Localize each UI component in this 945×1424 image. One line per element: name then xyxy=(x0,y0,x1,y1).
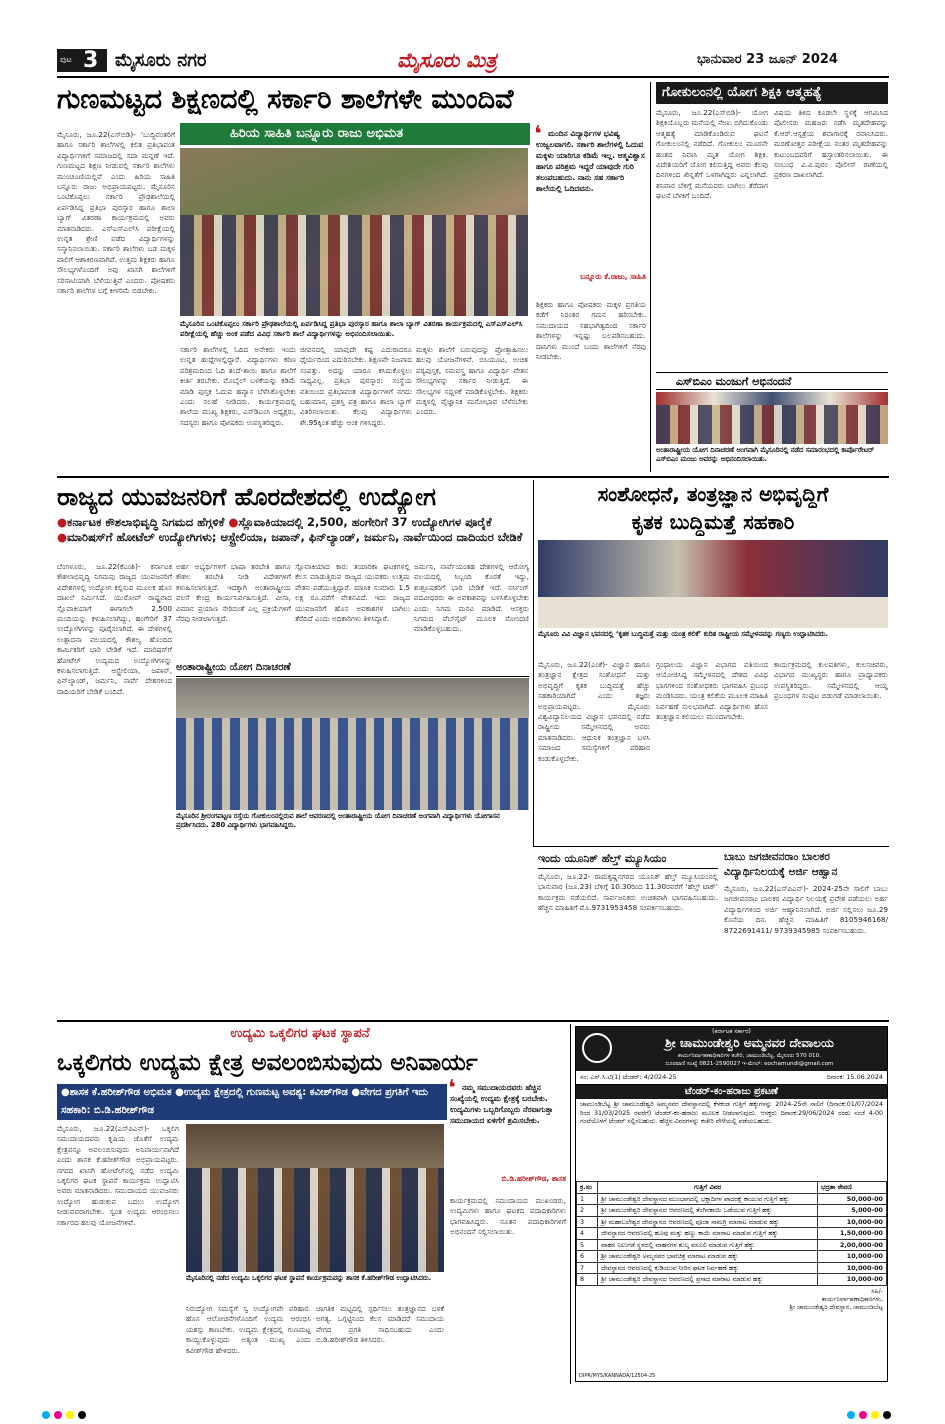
table-row xyxy=(577,1216,887,1228)
bullet-dot-icon: ● xyxy=(61,1087,70,1098)
students-group xyxy=(180,215,528,316)
story4-bullet3: ಮಾರಿಷಸ್‌ಗೆ ಹೋಟೆಲ್ ಉದ್ಯೋಗಿಗಳು; ಆಸ್ಟ್ರೇಲಿಯಾ, ಜಪಾನ್, ಫಿನ್‌ಲ್ಯಾಂಡ್, ಜರ್ಮನಿ, ನಾರ್ವೆಯಿಂದ ದಾದಿಯರ ಬೇಡಿಕೆ xyxy=(67,530,523,544)
section-rule-1 xyxy=(57,476,889,478)
story8-caption: ಮೈಸೂರಿನಲ್ಲಿ ನಡೆದ ಉದ್ಯಮಿ ಒಕ್ಕಲಿಗರ ಘಟಕ ಸ್ಥಾಪನೆ ಕಾರ್ಯಕ್ರಮವನ್ನು ಶಾಸಕ ಕೆ.ಹರೀಶ್‌ಗೌಡ ಉದ್ಘಾಟಿಸಿದರು. xyxy=(186,1274,432,1282)
page-number: 3 xyxy=(83,48,99,73)
row-emd: 10,000-00 xyxy=(818,1274,887,1286)
sign-2: ಕಾರ್ಯನಿರ್ವಾಹಣಾಧಿಕಾರಿಗಳು, xyxy=(821,1295,883,1303)
story4-bullets xyxy=(57,515,532,545)
masthead-rule xyxy=(57,76,889,78)
registration-marks-left xyxy=(40,1404,88,1423)
tender-ref: ಸಂ: ಎಸ್.ಸಿ.ಟಿ(1) ಟೆಂಡರ್: 4/2024-25 xyxy=(580,1073,677,1081)
table-row xyxy=(577,1228,887,1240)
magenta-dot xyxy=(54,1411,62,1419)
story1-col2: ಸರ್ಕಾರಿ ಶಾಲೆಗಳಲ್ಲಿ ಓದಿದ ಅನೇಕರು ಇಂದು ಉನ್ನತ ಹುದ್ದೆಗಳಲ್ಲಿದ್ದಾರೆ. ವಿದ್ಯಾರ್ಥಿಗಳು ಕಠಿಣ ಪರಿಶ್ರಮದಿಂದ ಓದಿ ತಂದೆ-ತಾಯಿ ಹಾಗೂ ಶಾಲೆಗೆ ಕೀರ್ತಿ ತರಬೇಕು. ಮೊಬೈಲ್ ಬಳಕೆಯನ್ನು ಕಡಿಮೆ ಮಾಡಿ ಪುಸ್ತಕ ಓದುವ ಹವ್ಯಾಸ ಬೆಳೆಸಿಕೊಳ್ಳಬೇಕು ಎಂದು ಸಲಹೆ ನೀಡಿದರು. ಕಾರ್ಯಕ್ರಮದಲ್ಲಿ ಶಾಲೆಯ ಮುಖ್ಯ ಶಿಕ್ಷಕರು, ಎಸ್‌ಡಿಎಂಸಿ ಅಧ್ಯಕ್ಷರು, ಸದಸ್ಯರು ಹಾಗೂ ಪೋಷಕರು ಉಪಸ್ಥಿತರಿದ್ದರು. xyxy=(180,345,296,427)
row-emd: 2,00,000-00 xyxy=(818,1239,887,1251)
story8-photo xyxy=(186,1124,444,1272)
story2-col2: ವಿಷಯ ತಿಳಿದ ಕೂಡಲೇ ಸ್ಥಳಕ್ಕೆ ಆಗಮಿಸಿದ ಪೊಲೀಸರು ಮಹಜರು ನಡೆಸಿ ಮೃತದೇಹವನ್ನು ಕೆ.ಆರ್.ಆಸ್ಪತ್ರೆಯ ಶವಾಗಾರಕ್ಕೆ ರವಾನಿಸಿದರು. ಮರಣೋತ್ತರ ಪರೀಕ್ಷೆಯ ನಂತರ ಮೃತದೇಹವನ್ನು ಕುಟುಂಬದವರಿಗೆ ಹಸ್ತಾಂತರಿಸಲಾಯಿತು. ಈ ಸಂಬಂಧ ವಿ.ವಿ.ಪುರಂ ಪೊಲೀಸ್ ಠಾಣೆಯಲ್ಲಿ ಪ್ರಕರಣ ದಾಖಲಾಗಿದೆ. xyxy=(774,108,888,180)
story7-headline-1: ಬಾಬು ಜಗಜೀವನರಾಂ ಬಾಲಕರ xyxy=(724,851,830,863)
tender-ref-row xyxy=(576,1071,887,1085)
dignitaries-group xyxy=(186,1168,444,1272)
story1-caption: ಮೈಸೂರಿನ ಒಂಟಿಕೊಪ್ಪಲು ಸರ್ಕಾರಿ ಪ್ರೌಢಶಾಲೆಯಲ್ಲಿ ಏರ್ಪಡಿಸಿದ್ದ ಪ್ರತಿಭಾ ಪುರಸ್ಕಾರ ಹಾಗೂ ಶಾಲಾ ಬ್ಯಾಗ್ ವಿತರಣಾ ಕಾರ್ಯಕ್ರಮದಲ್ಲಿ ಎಸ್‌ಎಸ್‌ಎಲ್‌ಸಿ ಪರೀಕ್ಷೆಯಲ್ಲಿ ಹೆಚ್ಚು ಅಂಕ ಪಡೆದ ವಿವಿಧ ಸರ್ಕಾರಿ ಶಾಲೆ ವಿದ್ಯಾರ್ಥಿಗಳನ್ನು ಅಭಿನಂದಿಸಲಾಯಿತು. xyxy=(180,319,523,338)
story8-pullquote-box xyxy=(448,1076,566,1192)
stage-table xyxy=(538,597,888,628)
row-sl: 4 xyxy=(577,1228,598,1240)
yoga-label: ಅಂತಾರಾಷ್ಟ್ರೀಯ ಯೋಗ ದಿನಾಚರಣೆ xyxy=(176,660,529,677)
story1-col3: ಜೀವನದಲ್ಲಿ ಯಾವುದೇ ಕಷ್ಟ ಎದುರಾದರೂ ಧೈರ್ಯದಿಂದ ಎದುರಿಸಬೇಕು. ಶಿಕ್ಷಣವೇ ನಿಜವಾದ ಸಂಪತ್ತು. ಅದನ್ನು ಯಾರೂ ಕಸಿದುಕೊಳ್ಳಲು ಸಾಧ್ಯವಿಲ್ಲ. ಪ್ರತಿಭಾ ಪುರಸ್ಕಾರ: ಸಂಸ್ಥೆಯ ವತಿಯಿಂದ ಪ್ರತಿಭಾವಂತ ವಿದ್ಯಾರ್ಥಿಗಳಿಗೆ ನಗದು ಬಹುಮಾನ, ಪ್ರಶಸ್ತಿ ಪತ್ರ ಹಾಗೂ ಶಾಲಾ ಬ್ಯಾಗ್ ವಿತರಿಸಲಾಯಿತು. ಕೆಲವು ವಿದ್ಯಾರ್ಥಿಗಳು ಶೇ.95ಕ್ಕಿಂತ ಹೆಚ್ಚು ಅಂಕ ಗಳಿಸಿದ್ದರು. xyxy=(300,345,412,427)
bullet-dot-icon: ● xyxy=(351,1087,361,1098)
cyan-dot xyxy=(42,1411,50,1419)
row-desc: ಶ್ರೀ ಚಾಮುಂಡೇಶ್ವರಿ ದೇವಸ್ಥಾನದ ಆವರಣದಲ್ಲಿ ತೆಂಗಿನಕಾಯಿ ಒಡೆಯುವ ಗುತ್ತಿಗೆ ಹಕ್ಕು xyxy=(598,1205,818,1217)
story8-headline: ಒಕ್ಕಲಿಗರು ಉದ್ಯಮ ಕ್ಷೇತ್ರ ಅವಲಂಬಿಸುವುದು ಅನಿವಾರ್ಯ xyxy=(57,1050,478,1076)
tender-dipr: DIPR/MYS/KANNADA/12504-25 xyxy=(579,1373,656,1379)
story4-col2: ಅರ್ಹ ಅಭ್ಯರ್ಥಿಗಳಿಗೆ ಭಾಷಾ ತರಬೇತಿ ಹಾಗೂ ಕೌಶಲ ತರಬೇತಿ ನೀಡಿ ವಿದೇಶಗಳಿಗೆ ಕಳುಹಿಸಲಾಗುತ್ತಿದೆ. ಇದಕ್ಕಾಗಿ ಅಂತಾರಾಷ್ಟ್ರೀಯ ವಲಸೆ ಕೇಂದ್ರ ಕಾರ್ಯನಿರ್ವಹಿಸುತ್ತಿದೆ. ವೀಸಾ, ವಿಮಾನ ಪ್ರಯಾಣ ಸೇರಿದಂತೆ ಎಲ್ಲ ಪ್ರಕ್ರಿಯೆಗಳಿಗೆ ನೆರವು ನೀಡಲಾಗುತ್ತದೆ. xyxy=(176,562,291,624)
tender-phone: ದೂರವಾಣಿ ಸಂಖ್ಯೆ 0821-2590027 ಇ-ಮೇಲ್: eochamundi@gmail.com xyxy=(665,1061,834,1067)
row-sl: 2 xyxy=(577,1205,598,1217)
story1-strap: ಹಿರಿಯ ಸಾಹಿತಿ ಬನ್ನೂರು ರಾಜು ಅಭಿಮತ xyxy=(180,123,530,145)
black-dot xyxy=(78,1411,86,1419)
story3-headline: ಎಸ್‌ಬಿಎಂ ಮಂಜುಗೆ ಅಭಿನಂದನೆ xyxy=(656,372,888,390)
story5-photo xyxy=(538,540,888,628)
tender-temple: ಶ್ರೀ ಚಾಮುಂಡೇಶ್ವರಿ ಅಮ್ಮನವರ ದೇವಾಲಯ xyxy=(665,1036,834,1050)
row-emd: 1,50,000-00 xyxy=(818,1228,887,1240)
story8-bullet3: ವೇಗದ ಪ್ರಗತಿಗೆ ಇದು ಸಹಕಾರಿ: ಬಿ.ಡಿ.ಹರೀಶ್‌ಗೌಡ xyxy=(61,1087,429,1116)
section-rule-2 xyxy=(533,846,889,847)
bullet-dot-icon: ● xyxy=(57,530,68,544)
story8-kicker: ಉದ್ಯಮಿ ಒಕ್ಕಲಿಗರ ಘಟಕ ಸ್ಥಾಪನೆ xyxy=(230,1026,370,1041)
bullet-dot-icon: ● xyxy=(57,515,68,529)
row-desc: ದೇವಸ್ಥಾನದ ಆವರಣದಲ್ಲಿ ಹೂವು ಮತ್ತು ಹಣ್ಣು ಕಾಯಿ ಮಾರಾಟ ಮಾಡುವ ಗುತ್ತಿಗೆ ಹಕ್ಕು xyxy=(598,1228,818,1240)
story6-body: ಮೈಸೂರು, ಜೂ.22- ರಾಮಕೃಷ್ಣನಗರದ ಯೂನಿಕ್ ಹೆಲ್ತ್ ಮ್ಯೂಸಿಯಂನಲ್ಲಿ ಭಾನುವಾರ (ಜೂ.23) ಬೆಳಿಗ್ಗೆ 10.30ರಿಂದ 11.30ರವರೆಗೆ ‘ಹೆಲ್ತ್ ಟಾಕ್’ ಕಾರ್ಯಕ್ರಮ ನಡೆಯಲಿದೆ. ಸಾರ್ವಜನಿಕರು ಉಚಿತವಾಗಿ ಭಾಗವಹಿಸಬಹುದು. ಹೆಚ್ಚಿನ ಮಾಹಿತಿಗೆ ಮೊ.9731953458 ಸಂಪರ್ಕಿಸಬಹುದು. xyxy=(538,872,718,913)
story4-col3: ಸ್ಲೊವಾಕಿಯಾದ ಕಾರು ತಯಾರಿಕಾ ಘಟಕಗಳಲ್ಲಿ ಕೆಲಸ ಮಾಡುತ್ತಿರುವ ರಾಜ್ಯದ ಯುವಕರು ಉತ್ತಮ ವೇತನ ಪಡೆಯುತ್ತಿದ್ದಾರೆ. ಮಾಸಿಕ ಸುಮಾರು 1.5 ಲಕ್ಷ ರೂ.ವರೆಗೆ ವೇತನವಿದೆ. ಇದು ರಾಜ್ಯದ ಯುವಜನರಿಗೆ ಹೊಸ ಅವಕಾಶಗಳ ಬಾಗಿಲು ತೆರೆದಿದೆ ಎಂದು ಅಧಿಕಾರಿಗಳು ತಿಳಿಸಿದ್ದಾರೆ. xyxy=(295,562,410,624)
story4-headline: ರಾಜ್ಯದ ಯುವಜನರಿಗೆ ಹೊರದೇಶದಲ್ಲಿ ಉದ್ಯೋಗ xyxy=(57,483,436,511)
row-emd: 10,000-00 xyxy=(818,1251,887,1263)
story7-body: ಮೈಸೂರು, ಜೂ.22(ಎಸ್‌ಪಿಎನ್)- 2024-25ನೇ ಸಾಲಿಗೆ ಬಾಬು ಜಗಜೀವನರಾಂ ಬಾಲಕರ ವಿದ್ಯಾರ್ಥಿ ನಿಲಯಕ್ಕೆ ಪ್ರವೇಶ ಪಡೆಯಲು ಅರ್ಹ ವಿದ್ಯಾರ್ಥಿಗಳಿಂದ ಅರ್ಜಿ ಆಹ್ವಾನಿಸಲಾಗಿದೆ. ಅರ್ಜಿ ಸಲ್ಲಿಸಲು ಜೂ.29 ಕೊನೆಯ ದಿನ. ಹೆಚ್ಚಿನ ಮಾಹಿತಿಗೆ 8105946168/ 8722691411/ 9739345985 ಸಂಪರ್ಕಿಸಬಹುದು. xyxy=(724,884,888,935)
row-desc: ಶ್ರೀ ಚಾಮುಂಡೇಶ್ವರಿ ದೇವಸ್ಥಾನದ ಮುಂಭಾಗದಲ್ಲಿ ಭಕ್ತಾದಿಗಳ ಪಾದರಕ್ಷೆ ಕಾಯುವ ಗುತ್ತಿಗೆ ಹಕ್ಕು xyxy=(598,1193,818,1205)
row-emd: 5,000-00 xyxy=(818,1205,887,1217)
table-row xyxy=(577,1193,887,1205)
table-row xyxy=(577,1239,887,1251)
black-dot xyxy=(883,1411,891,1419)
story1-col4: ಮಕ್ಕಳು ಶಾಲೆಗೆ ಬರುವುದನ್ನು ಪ್ರೋತ್ಸಾಹಿಸಲು ಹಲವು ಯೋಜನೆಗಳಿವೆ. ಬಿಸಿಯೂಟ, ಉಚಿತ ಪಠ್ಯಪುಸ್ತಕ, ಸಮವಸ್ತ್ರ ಹಾಗೂ ವಿದ್ಯಾರ್ಥಿ ವೇತನ ಸೌಲಭ್ಯಗಳನ್ನು ಸರ್ಕಾರ ನೀಡುತ್ತಿದೆ. ಈ ಸೌಲಭ್ಯಗಳ ಸದ್ಬಳಕೆ ಮಾಡಿಕೊಳ್ಳಬೇಕು. ಶಿಕ್ಷಕರು ಮಕ್ಕಳಲ್ಲಿ ವೈಜ್ಞಾನಿಕ ಮನೋಭಾವ ಬೆಳೆಸಬೇಕು ಎಂದರು. xyxy=(416,345,528,417)
row-sl: 7 xyxy=(577,1262,598,1274)
story1-quote-author: ಬನ್ನೂರು ಕೆ.ರಾಜು, ಸಾಹಿತಿ xyxy=(580,272,646,281)
story7-headline-2: ವಿದ್ಯಾರ್ಥಿನಿಲಯಕ್ಕೆ ಅರ್ಜಿ ಆಹ್ವಾನ xyxy=(724,866,838,878)
sign-3: ಶ್ರೀ ಚಾಮುಂಡೇಶ್ವರಿ ದೇವಸ್ಥಾನ, ಚಾಮುಂಡಿಬೆಟ್ಟ xyxy=(789,1303,883,1311)
story6-headline: ಇಂದು ಯೂನಿಕ್ ಹೆಲ್ತ್ ಮ್ಯೂಸಿಯಂ xyxy=(538,850,718,869)
tender-date: ದಿನಾಂಕ: 15.06.2024 xyxy=(826,1073,883,1081)
story2-col1: ಮೈಸೂರು, ಜೂ.22(ಎಸ್‌ಬಿಡಿ)- ಯೋಗ ಶಿಕ್ಷಕಿಯೊಬ್ಬರು ಮನೆಯಲ್ಲಿ ನೇಣು ಬಿಗಿದುಕೊಂಡು ಆತ್ಮಹತ್ಯೆ ಮಾಡಿಕೊಂಡಿರುವ ಘಟನೆ ಗೋಕುಲಂನಲ್ಲಿ ನಡೆದಿದೆ. ಗೋಕುಲಂ ಮೂರನೇ ಹಂತದ ನಿವಾಸಿ ಮೃತ ಯೋಗ ಶಿಕ್ಷಕಿ. ವಿದೇಶಿಯರಿಗೆ ಯೋಗ ಕಲಿಸುತ್ತಿದ್ದ ಅವರು ಕೆಲವು ದಿನಗಳಿಂದ ಖಿನ್ನತೆಗೆ ಒಳಗಾಗಿದ್ದರು ಎನ್ನಲಾಗಿದೆ. ಶನಿವಾರ ಬೆಳಿಗ್ಗೆ ಮನೆಯವರು ಬಾಗಿಲು ತೆರೆದಾಗ ಘಟನೆ ಬೆಳಕಿಗೆ ಬಂದಿದೆ. xyxy=(656,108,768,201)
story1-photo xyxy=(180,148,528,316)
story1-headline: ಗುಣಮಟ್ಟದ ಶಿಕ್ಷಣದಲ್ಲಿ ಸರ್ಕಾರಿ ಶಾಲೆಗಳೇ ಮುಂದಿವೆ xyxy=(57,84,514,115)
tender-office: ಕಾರ್ಯನಿರ್ವಾಹಣಾಧಿಕಾರಿಗಳ ಕಚೇರಿ, ಚಾಮುಂಡಿಬೆಟ್ಟ, ಮೈಸೂರು 570 010. xyxy=(678,1053,821,1059)
story5-col1: ಮೈಸೂರು, ಜೂ.22(ಎಂಕೆ)- ವಿಜ್ಞಾನ ಹಾಗೂ ತಂತ್ರಜ್ಞಾನ ಕ್ಷೇತ್ರದ ಸಂಶೋಧನೆ ಮತ್ತು ಅಭಿವೃದ್ಧಿಗೆ ಕೃತಕ ಬುದ್ಧಿಮತ್ತೆ ಹೆಚ್ಚು ಸಹಕಾರಿಯಾಗಿದೆ ಎಂದು ತಜ್ಞರು ಅಭಿಪ್ರಾಯಪಟ್ಟರು. ಮೈಸೂರು ವಿಶ್ವವಿದ್ಯಾನಿಲಯದ ವಿಜ್ಞಾನ ಭವನದಲ್ಲಿ ನಡೆದ ರಾಷ್ಟ್ರೀಯ ಸಮ್ಮೇಳನದಲ್ಲಿ ಅವರು ಮಾತನಾಡಿದರು. ಆಧುನಿಕ ತಂತ್ರಜ್ಞಾನ ಬಳಸಿ ಸಮಾಜದ ಸಮಸ್ಯೆಗಳಿಗೆ ಪರಿಹಾರ ಕಂಡುಕೊಳ್ಳಬೇಕು. xyxy=(538,660,650,763)
story1-pullquote: ಮಂದಿನ ವಿದ್ಯಾರ್ಥಿಗಳ ಭವಿಷ್ಯ ಉಜ್ವಲವಾಗಲಿ. ಸರ್ಕಾರಿ ಶಾಲೆಗಳಲ್ಲಿ ಓದುವ ಮಕ್ಕಳು ಯಾರಿಗೂ ಕಡಿಮೆ ಇಲ್ಲ. ಆತ್ಮವಿಶ್ವಾಸ ಹಾಗೂ ಪರಿಶ್ರಮ ಇದ್ದರೆ ಯಾವುದೇ ಗುರಿ ತಲುಪಬಹುದು. ನಾನು ಸಹ ಸರ್ಕಾರಿ ಶಾಲೆಯಲ್ಲಿ ಓದಿದವನು. xyxy=(536,129,645,193)
registration-marks-right xyxy=(845,1404,893,1423)
row-desc: ಶ್ರೀ ಮಹಾಬಲೇಶ್ವರ ದೇವಸ್ಥಾನದ ಆವರಣದಲ್ಲಿ ಪೂಜಾ ಸಾಮಗ್ರಿ ಮಾರಾಟ ಮಾಡುವ ಹಕ್ಕು xyxy=(598,1216,818,1228)
row-desc: ಶ್ರೀ ಚಾಮುಂಡೇಶ್ವರಿ ದೇವಸ್ಥಾನದ ಆವರಣದಲ್ಲಿ ಪ್ರಸಾದ ಮಾರಾಟ ಮಾಡುವ ಹಕ್ಕು xyxy=(598,1274,818,1286)
story2-headline: ಗೋಕುಲಂನಲ್ಲಿ ಯೋಗ ಶಿಕ್ಷಕಿ ಆತ್ಮಹತ್ಯೆ xyxy=(656,82,888,104)
story4-bullet1: ಕರ್ನಾಟಕ ಕೌಶಲಾಭಿವೃದ್ಧಿ ನಿಗಮದ ಹೆಗ್ಗಳಿಕೆ xyxy=(67,515,225,529)
story4-col1: ಬೆಂಗಳೂರು, ಜೂ.22(ಕೆಎಂಶಿ)- ಕರ್ನಾಟಕ ಕೌಶಲಾಭಿವೃದ್ಧಿ ನಿಗಮವು ರಾಜ್ಯದ ಯುವಜನರಿಗೆ ವಿದೇಶಗಳಲ್ಲಿ ಉದ್ಯೋಗ ಕಲ್ಪಿಸುವ ಮೂಲಕ ಹೊಸ ದಾಖಲೆ ನಿರ್ಮಿಸಿದೆ. ಯುರೋಪ್ ರಾಷ್ಟ್ರವಾದ ಸ್ಲೊವಾಕಿಯಾಗೆ ಈಗಾಗಲೇ 2,500 ಮಂದಿಯನ್ನು ಕಳುಹಿಸಲಾಗಿದ್ದು, ಹಂಗೇರಿಗೆ 37 ಉದ್ಯೋಗಿಗಳನ್ನು ಪೂರೈಸಲಾಗಿದೆ. ಈ ದೇಶಗಳಲ್ಲಿ ಉತ್ಪಾದನಾ ವಲಯದಲ್ಲಿ ಕೌಶಲ್ಯ ಹೊಂದಿದ ಕಾರ್ಮಿಕರಿಗೆ ಭಾರಿ ಬೇಡಿಕೆ ಇದೆ. ಮಾರಿಷಸ್‌ಗೆ ಹೋಟೆಲ್ ಉದ್ಯಮದ ಉದ್ಯೋಗಿಗಳನ್ನು ಕಳುಹಿಸಲಾಗುತ್ತಿದೆ. ಆಸ್ಟ್ರೇಲಿಯಾ, ಜಪಾನ್, ಫಿನ್‌ಲ್ಯಾಂಡ್, ಜರ್ಮನಿ, ನಾರ್ವೆ ದೇಶಗಳಿಂದ ದಾದಿಯರಿಗೆ ಬೇಡಿಕೆ ಬಂದಿದೆ. xyxy=(57,562,172,696)
yoga-mats xyxy=(176,718,529,810)
yoga-photo xyxy=(176,678,529,810)
story1-col1: ಮೈಸೂರು, ಜೂ.22(ಎಸ್‌ಬಿಡಿ)- ‘ಬುದ್ಧಿವಂತರಿಗೆ ಹಾಗೂ ಸರ್ಕಾರಿ ಶಾಲೆಗಳಲ್ಲಿ ಕಲಿತ ಪ್ರತಿಭಾವಂತ ವಿದ್ಯಾರ್ಥಿಗಳಿಗೆ ಸಮಾಜದಲ್ಲಿ ಸದಾ ಮನ್ನಣೆ ಇದೆ. ಗುಣಮಟ್ಟದ ಶಿಕ್ಷಣ ನೀಡುವಲ್ಲಿ ಸರ್ಕಾರಿ ಶಾಲೆಗಳು ಮುಂಚೂಣಿಯಲ್ಲಿವೆ ಎಂದು ಹಿರಿಯ ಸಾಹಿತಿ ಬನ್ನೂರು ರಾಜು ಅಭಿಪ್ರಾಯಪಟ್ಟರು. ಮೈಸೂರಿನ ಒಂಟಿಕೊಪ್ಪಲು ಸರ್ಕಾರಿ ಪ್ರೌಢಶಾಲೆಯಲ್ಲಿ ಏರ್ಪಡಿಸಿದ್ದ ಪ್ರತಿಭಾ ಪುರಸ್ಕಾರ ಹಾಗೂ ಶಾಲಾ ಬ್ಯಾಗ್ ವಿತರಣಾ ಕಾರ್ಯಕ್ರಮದಲ್ಲಿ ಅವರು ಮಾತನಾಡಿದರು. ಎಸ್‌ಎಸ್‌ಎಲ್‌ಸಿ ಪರೀಕ್ಷೆಯಲ್ಲಿ ಉನ್ನತ ಶ್ರೇಣಿ ಪಡೆದ ವಿದ್ಯಾರ್ಥಿಗಳನ್ನು ಸನ್ಮಾನಿಸಲಾಯಿತು. ಸರ್ಕಾರಿ ಶಾಲೆಗಳು ಬಡ ಮಕ್ಕಳ ಪಾಲಿಗೆ ಆಶಾಕಿರಣವಾಗಿವೆ. ಉತ್ತಮ ಶಿಕ್ಷಕರು ಹಾಗೂ ಸೌಲಭ್ಯಗಳೊಂದಿಗೆ ಅವು ಖಾಸಗಿ ಶಾಲೆಗಳಿಗೆ ಸರಿಸಾಟಿಯಾಗಿ ಬೆಳೆಯುತ್ತಿವೆ ಎಂದರು. ಪೋಷಕರು ಸರ್ಕಾರಿ ಶಾಲೆಗಳ ಬಗ್ಗೆ ಕೀಳರಿಮೆ ಬಿಡಬೇಕು. xyxy=(57,130,175,296)
story8-col1: ಮೈಸೂರು, ಜೂ.22(ಎಸ್‌ಪಿಎನ್)- ಒಕ್ಕಲಿಗ ಸಮುದಾಯದವರು ಕೃಷಿಯ ಜೊತೆಗೆ ಉದ್ಯಮ ಕ್ಷೇತ್ರವನ್ನೂ ಅವಲಂಬಿಸುವುದು ಅನಿವಾರ್ಯವಾಗಿದೆ ಎಂದು ಶಾಸಕ ಕೆ.ಹರೀಶ್‌ಗೌಡ ಅಭಿಪ್ರಾಯಪಟ್ಟರು. ನಗರದ ಖಾಸಗಿ ಹೋಟೆಲ್‌ನಲ್ಲಿ ನಡೆದ ಉದ್ಯಮಿ ಒಕ್ಕಲಿಗರ ಘಟಕ ಸ್ಥಾಪನೆ ಕಾರ್ಯಕ್ರಮ ಉದ್ಘಾಟಿಸಿ ಅವರು ಮಾತನಾಡಿದರು. ಸಮುದಾಯದ ಯುವಜನರು ಉದ್ಯೋಗ ಹುಡುಕುವ ಬದಲು ಉದ್ಯೋಗ ನೀಡುವವರಾಗಬೇಕು. ಸ್ವಂತ ಉದ್ಯಮ ಆರಂಭಿಸಲು ಸರ್ಕಾರದ ಹಲವು ಯೋಜನೆಗಳಿವೆ. xyxy=(57,1124,179,1227)
column-divider-right xyxy=(650,82,651,472)
row-desc: ವಾಹನ ನಿಲುಗಡೆ ಸ್ಥಳದಲ್ಲಿ ವಾಹನಗಳ ಶುಲ್ಕ ವಸೂಲಿ ಮಾಡುವ ಗುತ್ತಿಗೆ ಹಕ್ಕು xyxy=(598,1239,818,1251)
story4-col4: ಜರ್ಮನಿ, ನಾರ್ವೆಯಂತಹ ದೇಶಗಳಲ್ಲಿ ಆರೋಗ್ಯ ವಲಯದಲ್ಲಿ ಸಿಬ್ಬಂದಿ ಕೊರತೆ ಇದ್ದು, ಶುಶ್ರೂಷಕರಿಗೆ ಭಾರಿ ಬೇಡಿಕೆ ಇದೆ. ನರ್ಸಿಂಗ್ ಪದವೀಧರರು ಈ ಅವಕಾಶವನ್ನು ಬಳಸಿಕೊಳ್ಳಬೇಕು ಎಂದು ನಿಗಮ ಮನವಿ ಮಾಡಿದೆ. ಆಸಕ್ತರು ನಿಗಮದ ವೆಬ್‌ಸೈಟ್ ಮೂಲಕ ನೋಂದಣಿ ಮಾಡಿಕೊಳ್ಳಬಹುದು. xyxy=(414,562,529,634)
story8-bullet2: ಉದ್ಯಮ ಕ್ಷೇತ್ರದಲ್ಲಿ ಗುಣಮಟ್ಟ ಅವಶ್ಯ: ಕವೀಶ್‌ಗೌಡ xyxy=(183,1087,348,1098)
column-divider-bottom xyxy=(570,1024,571,1384)
yoga-caption: ಮೈಸೂರಿನ ಶ್ರೀರಂಗಪಟ್ಟಣ ರಸ್ತೆಯ ಗೋಕುಲಂನಲ್ಲಿರುವ ಶಾಲೆ ಆವರಣದಲ್ಲಿ ಅಂತಾರಾಷ್ಟ್ರೀಯ ಯೋಗ ದಿನಾಚರಣೆ ಅಂಗವಾಗಿ ವಿದ್ಯಾರ್ಥಿಗಳು ಯೋಗಾಸನ ಪ್ರದರ್ಶಿಸಿದರು. 280 ವಿದ್ಯಾರ್ಥಿಗಳು ಭಾಗವಹಿಸಿದ್ದರು. xyxy=(176,812,500,830)
col-sl: ಕ್ರ.ಸಂ xyxy=(577,1182,598,1194)
story8-bullets xyxy=(57,1084,447,1120)
masthead xyxy=(57,46,889,74)
quote-mark-icon: ❛ xyxy=(448,1076,456,1101)
tender-title: ಟೆಂಡರ್-ಕಂ-ಹರಾಜು ಪ್ರಕಟಣೆ xyxy=(576,1085,887,1099)
tender-notice xyxy=(575,1026,888,1382)
tender-intro: ಚಾಮುಂಡಿಬೆಟ್ಟ ಶ್ರೀ ಚಾಮುಂಡೇಶ್ವರಿ ಅಮ್ಮನವರ ದೇವಸ್ಥಾನದಲ್ಲಿ ಕೆಳಕಂಡ ಗುತ್ತಿಗೆ ಹಕ್ಕುಗಳನ್ನು 2024-25ನೇ ಸಾಲಿಗೆ (ದಿನಾಂಕ:01/07/2024 ರಿಂದ 31/03/2025 ರವರೆಗೆ) ಟೆಂಡರ್-ಕಂ-ಹರಾಜು ಮೂಲಕ ನೀಡಲಾಗುವುದು. ಆಸಕ್ತರು ದಿನಾಂಕ:29/06/2024 ರಂದು ಸಂಜೆ 4-00 ಗಂಟೆಯೊಳಗೆ ಟೆಂಡರ್ ಸಲ್ಲಿಸಬಹುದು. ಹೆಚ್ಚಿನ ವಿವರಗಳನ್ನು ಕಚೇರಿ ವೇಳೆಯಲ್ಲಿ ಪಡೆಯಬಹುದು. xyxy=(580,1101,883,1126)
page-label: ಪುಟ xyxy=(60,55,72,64)
yellow-dot xyxy=(871,1411,879,1419)
table-row xyxy=(577,1251,887,1263)
row-desc: ಶ್ರೀ ಚಾಮುಂಡೇಶ್ವರಿ ಅಮ್ಮನವರ ಭಾವಚಿತ್ರ ಮಾರಾಟ ಮಾಡುವ ಹಕ್ಕು xyxy=(598,1251,818,1263)
row-emd: 10,000-00 xyxy=(818,1216,887,1228)
row-emd: 10,000-00 xyxy=(818,1262,887,1274)
yellow-dot xyxy=(66,1411,74,1419)
page-date: ಭಾನುವಾರ 23 ಜೂನ್ 2024 xyxy=(697,52,838,67)
column-divider-mid xyxy=(533,480,534,846)
row-sl: 6 xyxy=(577,1251,598,1263)
paper-name: ಮೈಸೂರು ಮಿತ್ರ xyxy=(397,48,497,72)
emblem-icon xyxy=(582,1033,612,1063)
row-desc: ದೇವಸ್ಥಾನದ ಆವರಣದಲ್ಲಿ ಕುಡಿಯುವ ನೀರಿನ ಘಟಕ ನಿರ್ವಹಣೆ ಹಕ್ಕು xyxy=(598,1262,818,1274)
col-emd: ಭದ್ರತಾ ಠೇವಣಿ xyxy=(818,1182,887,1194)
table-row xyxy=(577,1205,887,1217)
story8-pullquote: ನಮ್ಮ ಸಮುದಾಯದವರು ಹೆಚ್ಚಿನ ಸಂಖ್ಯೆಯಲ್ಲಿ ಉದ್ಯಮ ಕ್ಷೇತ್ರಕ್ಕೆ ಬರಬೇಕು. ಉದ್ಯಮಿಗಳು ಒಬ್ಬರಿಗೊಬ್ಬರು ನೆರವಾಗುತ್ತಾ ಸಮುದಾಯದ ಏಳಿಗೆಗೆ ಶ್ರಮಿಸಬೇಕು. xyxy=(450,1083,553,1125)
story5-headline-line2: ಕೃತಕ ಬುದ್ಧಿಮತ್ತೆ ಸಹಕಾರಿ xyxy=(631,510,795,534)
tender-govt: (ಕರ್ನಾಟಕ ಸರ್ಕಾರ) xyxy=(712,1028,751,1035)
story8-col3: ಜಾಗತಿಕ ಮಟ್ಟದಲ್ಲಿ ಸ್ಪರ್ಧಿಸಲು ತಂತ್ರಜ್ಞಾನದ ಬಳಕೆ ಅಗತ್ಯ. ಒಗ್ಗಟ್ಟಿನಿಂದ ಕೆಲಸ ಮಾಡಿದರೆ ಸಮುದಾಯ ವೇಗದ ಪ್ರಗತಿ ಸಾಧಿಸಬಹುದು ಎಂದು ಬಿ.ಡಿ.ಹರೀಶ್‌ಗೌಡ ತಿಳಿಸಿದರು. xyxy=(316,1304,444,1345)
story3-photo xyxy=(656,392,888,444)
tender-signature xyxy=(576,1286,887,1314)
story5-headline-line1: ಸಂಶೋಧನೆ, ತಂತ್ರಜ್ಞಾನ ಅಭಿವೃದ್ಧಿಗೆ xyxy=(597,482,829,506)
row-sl: 3 xyxy=(577,1216,598,1228)
quote-mark-icon: ❛ xyxy=(534,122,542,147)
row-sl: 1 xyxy=(577,1193,598,1205)
story5-col3: ಕಾರ್ಯಕ್ರಮದಲ್ಲಿ ಕುಲಪತಿಗಳು, ಕುಲಸಚಿವರು, ವಿಭಾಗದ ಮುಖ್ಯಸ್ಥರು ಹಾಗೂ ಪ್ರಾಧ್ಯಾಪಕರು ಉಪಸ್ಥಿತರಿದ್ದರು. ಸಮ್ಮೇಳನದಲ್ಲಿ ಆಯ್ದ ಪ್ರಬಂಧಗಳ ಸಂಪುಟ ಬಿಡುಗಡೆ ಮಾಡಲಾಯಿತು. xyxy=(774,660,888,701)
row-sl: 8 xyxy=(577,1274,598,1286)
story5-col2: ಗ್ರಂಥಾಲಯ ವಿಜ್ಞಾನ ವಿಭಾಗದ ವತಿಯಿಂದ ಆಯೋಜಿಸಿದ್ದ ಸಮ್ಮೇಳನದಲ್ಲಿ ದೇಶದ ವಿವಿಧ ಭಾಗಗಳಿಂದ ಸಂಶೋಧಕರು ಭಾಗವಹಿಸಿ ಪ್ರಬಂಧ ಮಂಡಿಸಿದರು. ಯಂತ್ರ ಕಲಿಕೆಯ ಮೂಲಕ ಮಾಹಿತಿ ನಿರ್ವಹಣೆ ಸುಲಭವಾಗಿದೆ. ವಿದ್ಯಾರ್ಥಿಗಳು ಹೊಸ ತಂತ್ರಜ್ಞಾನ ಕಲಿಯಲು ಮುಂದಾಗಬೇಕು. xyxy=(656,660,768,722)
story5-caption: ಮೈಸೂರು ವಿವಿ ವಿಜ್ಞಾನ ಭವನದಲ್ಲಿ ‘ಕೃತಕ ಬುದ್ಧಿಮತ್ತೆ ಮತ್ತು ಯಂತ್ರ ಕಲಿಕೆ’ ಕುರಿತ ರಾಷ್ಟ್ರೀಯ ಸಮ್ಮೇಳನವನ್ನು ಗಣ್ಯರು ಉದ್ಘಾಟಿಸಿದರು. xyxy=(538,630,828,638)
section-rule-3 xyxy=(57,1020,889,1022)
story8-col2: ನಿರುದ್ಯೋಗ ಸಮಸ್ಯೆಗೆ ಸ್ವ ಉದ್ಯೋಗವೇ ಪರಿಹಾರ. ಹೊಸ ಆಲೋಚನೆಗಳೊಂದಿಗೆ ಉದ್ಯಮ ಆರಂಭಿಸಿ ಯಶಸ್ಸು ಕಾಣಬೇಕು. ಉದ್ಯಮ ಕ್ಷೇತ್ರದಲ್ಲಿ ಗುಣಮಟ್ಟ ಕಾಯ್ದುಕೊಳ್ಳುವುದು ಅತ್ಯಂತ ಮುಖ್ಯ ಎಂದು ಕವೀಶ್‌ಗೌಡ ಹೇಳಿದರು. xyxy=(186,1304,311,1355)
sign-1: ಸಹಿ/- xyxy=(871,1287,883,1295)
people-group xyxy=(656,405,888,444)
story1-pullquote-box xyxy=(534,122,646,293)
tender-header xyxy=(576,1027,887,1071)
section-name: ಮೈಸೂರು ನಗರ xyxy=(115,50,207,71)
table-row xyxy=(577,1262,887,1274)
tender-table xyxy=(576,1181,887,1286)
row-sl: 5 xyxy=(577,1239,598,1251)
row-emd: 50,000-00 xyxy=(818,1193,887,1205)
table-row xyxy=(577,1274,887,1286)
cyan-dot xyxy=(847,1411,855,1419)
bullet-dot-icon: ● xyxy=(175,1087,184,1098)
story3-caption: ಅಂತಾರಾಷ್ಟ್ರೀಯ ಯೋಗ ದಿನಾಚರಣೆ ಅಂಗವಾಗಿ ಮೈಸೂರಿನಲ್ಲಿ ನಡೆದ ಸಮಾರಂಭದಲ್ಲಿ ಕಾರ್ಪೊರೇಟರ್ ಎಸ್‌ಬಿಎಂ ಮಂಜು ಅವರನ್ನು ಅಭಿನಂದಿಸಲಾಯಿತು. xyxy=(656,446,874,463)
table-header xyxy=(577,1182,887,1194)
magenta-dot xyxy=(859,1411,867,1419)
page-number-box xyxy=(57,49,107,72)
bullet-dot-icon: ● xyxy=(228,515,239,529)
story1-col5: ಶಿಕ್ಷಕರು ಹಾಗೂ ಪೋಷಕರು ಮಕ್ಕಳ ಪ್ರಗತಿಯ ಕಡೆಗೆ ನಿರಂತರ ಗಮನ ಹರಿಸಬೇಕು. ಸಮುದಾಯದ ಸಹಭಾಗಿತ್ವದಿಂದ ಸರ್ಕಾರಿ ಶಾಲೆಗಳನ್ನು ಇನ್ನಷ್ಟು ಬಲಪಡಿಸಬಹುದು. ದಾನಿಗಳು ಮುಂದೆ ಬಂದು ಶಾಲೆಗಳಿಗೆ ನೆರವು ನೀಡಬೇಕು. xyxy=(536,300,646,362)
story8-col4: ಕಾರ್ಯಕ್ರಮದಲ್ಲಿ ಸಮುದಾಯದ ಮುಖಂಡರು, ಉದ್ಯಮಿಗಳು ಹಾಗೂ ಘಟಕದ ಪದಾಧಿಕಾರಿಗಳು ಭಾಗವಹಿಸಿದ್ದರು. ನೂತನ ಪದಾಧಿಕಾರಿಗಳಿಗೆ ಅಭಿನಂದನೆ ಸಲ್ಲಿಸಲಾಯಿತು. xyxy=(450,1196,566,1237)
col-desc: ಗುತ್ತಿಗೆ ವಿವರ xyxy=(598,1182,818,1194)
story8-quote-author: ಬಿ.ಡಿ.ಹರೀಶ್‌ಗೌಡ, ಶಾಸಕ xyxy=(501,1174,566,1183)
story8-bullet1: ಶಾಸಕ ಕೆ.ಹರೀಶ್‌ಗೌಡ ಅಭಿಮತ xyxy=(69,1087,172,1098)
story4-bullet2: ಸ್ಲೊವಾಕಿಯಾದಲ್ಲಿ 2,500, ಹಂಗೇರಿಗೆ 37 ಉದ್ಯೋಗಿಗಳ ಪೂರೈಕೆ xyxy=(238,515,492,529)
